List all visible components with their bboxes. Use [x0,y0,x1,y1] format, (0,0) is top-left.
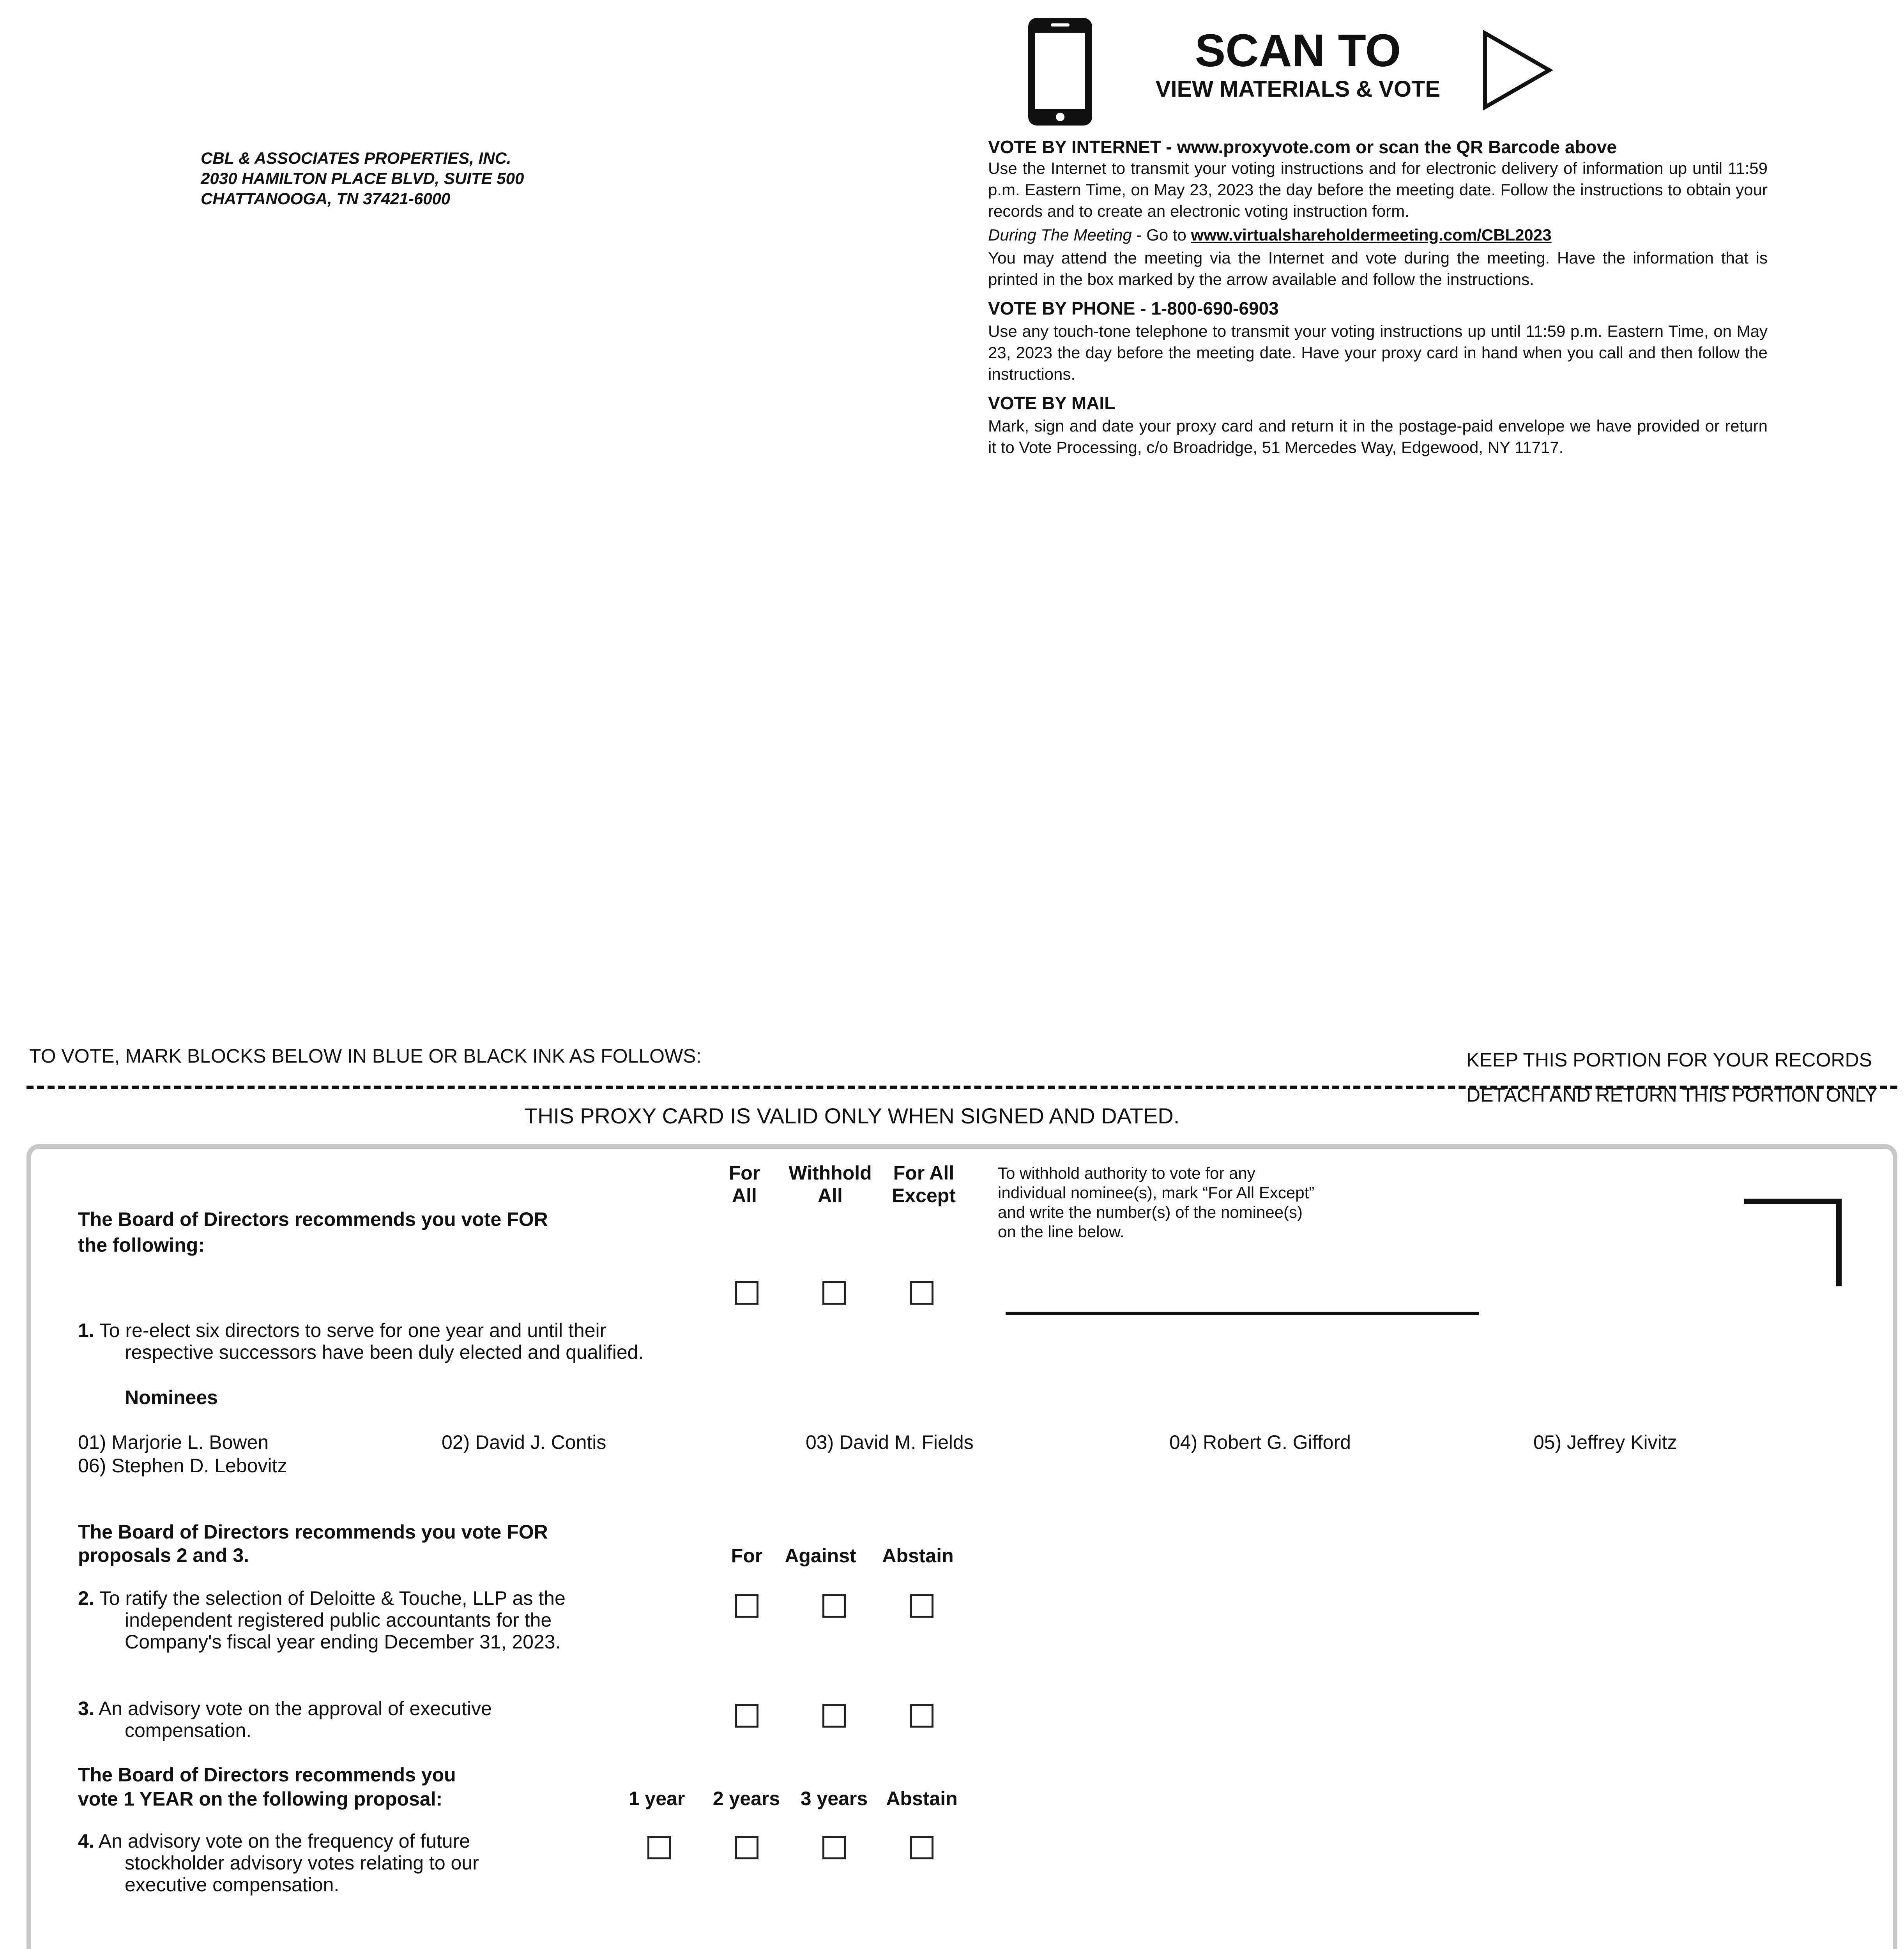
checkbox-for-all-except[interactable] [910,1281,933,1305]
proposal-3-number: 3. [78,1698,94,1719]
checkbox-proposal4-1year[interactable] [647,1836,671,1859]
proposal-2 [78,1587,566,1653]
section1-title [78,1206,548,1258]
scan-title: SCAN TO [1195,25,1401,76]
proposal-2-number: 2. [78,1587,94,1609]
nominee-03: 03) David M. Fields [806,1431,974,1453]
vote-mail-heading: VOTE BY MAIL [988,393,1116,413]
valid-notice: THIS PROXY CARD IS VALID ONLY WHEN SIGNED AND DATED. [524,1104,1180,1128]
proposal-2-line1: To ratify the selection of Deloitte & Touche, LLP as the [99,1587,566,1609]
section1-title-line2: the following: [78,1234,205,1256]
play-arrow-icon [1481,29,1555,113]
meeting-body: You may attend the meeting via the Internet and vote during the meeting. Have the information that is printed in the box marked by the arrow available and follow the instructions. [988,249,1768,288]
nominee-05: 05) Jeffrey Kivitz [1533,1431,1677,1453]
meeting-label: During The Meeting [988,226,1132,244]
proposal-4-line1: An advisory vote on the frequency of future [98,1830,470,1852]
vote-internet-heading: VOTE BY INTERNET - www.proxyvote.com or scan the QR Barcode above [988,137,1617,157]
section3-title-line2: vote 1 YEAR on the following proposal: [78,1788,443,1810]
col-header-against: Against [785,1545,856,1567]
address-line-2: 2030 HAMILTON PLACE BLVD, SUITE 500 [201,169,524,187]
proposal-4-line3: executive compensation. [125,1874,339,1896]
nominee-exception-line[interactable] [1006,1312,1479,1315]
checkbox-proposal4-2years[interactable] [735,1836,758,1859]
proposal-1-line2: respective successors have been duly elected and qualified. [125,1341,644,1363]
meeting-url-link[interactable]: www.virtualshareholdermeeting.com/CBL2023 [1191,226,1552,244]
vote-phone-heading: VOTE BY PHONE - 1-800-690-6903 [988,298,1279,318]
proposal-2-line3: Company's fiscal year ending December 31, 2023. [125,1631,561,1653]
proposal-1-line1: To re-elect six directors to serve for one year and until their [99,1319,606,1341]
section1-title-line1: The Board of Directors recommends you vote FOR [78,1208,548,1230]
col-header-abstain-freq: Abstain [886,1788,958,1809]
voting-methods [988,136,1768,458]
nominee-01: 01) Marjorie L. Bowen [78,1431,269,1453]
checkbox-proposal2-abstain[interactable] [910,1594,933,1618]
proposal-4-number: 4. [78,1830,94,1852]
smartphone-icon [1025,16,1095,131]
section2-title-line2: proposals 2 and 3. [78,1544,249,1566]
section3-title-line1: The Board of Directors recommends you [78,1764,456,1786]
col-header-for: For [731,1545,763,1567]
col-withhold-line1: Withhold [788,1162,872,1184]
meeting-goto: - Go to [1131,226,1191,244]
col-header-withhold-all [780,1162,881,1207]
col-header-2years: 2 years [712,1788,780,1809]
checkbox-withhold-all[interactable] [822,1281,846,1305]
proposal-3-line1: An advisory vote on the approval of executive [98,1698,492,1719]
col-withhold-line2: All [818,1185,843,1206]
section2-title-line1: The Board of Directors recommends you vote FOR [78,1521,548,1543]
proposal-2-line2: independent registered public accountants for the [125,1609,552,1631]
checkbox-proposal4-abstain[interactable] [910,1836,933,1859]
col-except-line2: Except [892,1185,956,1206]
checkbox-proposal3-abstain[interactable] [910,1704,933,1728]
proposal-3-line2: compensation. [125,1719,252,1741]
col-header-3years: 3 years [800,1788,868,1809]
section3-title [78,1763,456,1811]
corner-mark [1744,1199,1842,1286]
proposal-4 [78,1830,479,1896]
col-header-1year: 1 year [628,1788,685,1809]
nominees-label: Nominees [125,1387,218,1408]
checkbox-proposal3-for[interactable] [735,1704,758,1728]
col-for-line2: All [732,1185,757,1206]
withhold-note: To withhold authority to vote for any individual nominee(s), mark “For All Except” and write the number(s) of the nominee(s) on the line below. [998,1164,1315,1241]
nominee-04: 04) Robert G. Gifford [1169,1431,1351,1453]
vote-mail-body: Mark, sign and date your proxy card and return it in the postage-paid envelope we have provided or return it to Vote Processing, c/o Broadridge, 51 Mercedes Way, Edgewood, NY 11717. [988,417,1768,456]
col-except-line1: For All [893,1162,955,1184]
address-line-3: CHATTANOOGA, TN 37421-6000 [201,189,451,208]
col-header-for-all-except [877,1162,971,1207]
scan-subtitle: VIEW MATERIALS & VOTE [1155,76,1441,102]
vote-phone-body: Use any touch-tone telephone to transmit your voting instructions up until 11:59 p.m. Eastern Time, on May 23, 2023 the day before the meeting date. Have your proxy card in hand when you call and then follow the instructions. [988,322,1768,383]
ink-instructions: TO VOTE, MARK BLOCKS BELOW IN BLUE OR BLACK INK AS FOLLOWS: [29,1045,702,1067]
return-address [201,148,524,209]
proposal-1-number: 1. [78,1319,94,1341]
proposal-1 [78,1319,644,1363]
address-line-1: CBL & ASSOCIATES PROPERTIES, INC. [201,149,511,167]
col-header-for-all [702,1162,787,1207]
checkbox-proposal4-3years[interactable] [822,1836,846,1859]
nominee-02: 02) David J. Contis [442,1431,606,1453]
checkbox-proposal2-against[interactable] [822,1594,846,1618]
detach-portion-label: DETACH AND RETURN THIS PORTION ONLY [1466,1084,1877,1106]
proposal-4-line2: stockholder advisory votes relating to our [125,1852,479,1874]
col-header-abstain: Abstain [882,1545,954,1567]
checkbox-proposal3-against[interactable] [822,1704,846,1728]
proposal-3 [78,1698,492,1741]
vote-internet-body: Use the Internet to transmit your voting instructions and for electronic delivery of information up until 11:59 p.m. Eastern Time, on May 23, 2023 the day before the meeting date. Follow the instructions to obtain your records and to create an electronic voting instruction form. [988,159,1768,220]
section2-title [78,1520,548,1567]
col-for-line1: For [728,1162,760,1184]
keep-portion-label: KEEP THIS PORTION FOR YOUR RECORDS [1466,1049,1872,1071]
nominee-06: 06) Stephen D. Lebovitz [78,1455,287,1477]
checkbox-for-all[interactable] [735,1281,758,1305]
checkbox-proposal2-for[interactable] [735,1594,758,1618]
meeting-line [988,224,1768,246]
